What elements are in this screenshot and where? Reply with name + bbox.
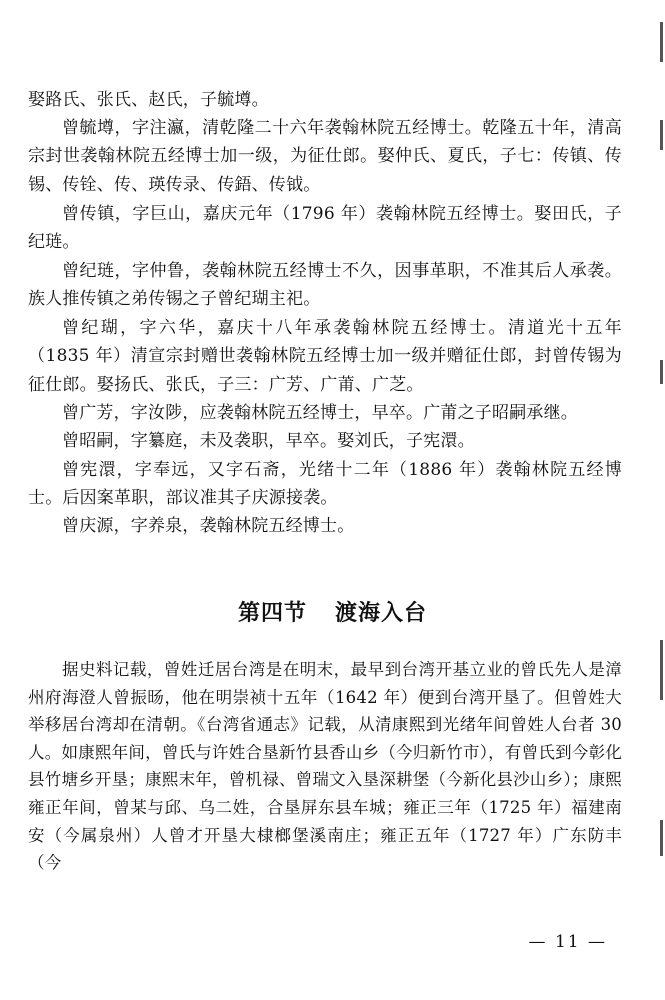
paragraph-4: 曾纪琏，字仲鲁，袭翰林院五经博士不久，因事革职，不准其后人承袭。族人推传镇之弟传锡之子曾纪瑚主祀。 (28, 261, 622, 310)
section-title: 渡海入台 (335, 601, 428, 626)
section-number: 第四节 (237, 601, 307, 626)
paragraph-3: 曾传镇，字巨山，嘉庆元年（1796 年）袭翰林院五经博士。娶田氏，子纪琏。 (28, 204, 622, 253)
paragraph-1: 娶路氏、张氏、赵氏，子毓壿。 (28, 90, 269, 110)
paragraph-2: 曾毓壿，字注瀛，清乾隆二十六年袭翰林院五经博士。乾隆五十年，清高宗封世袭翰林院五经博士加一级，为征仕郎。娶仲氏、夏氏，子七：传镇、传锡、传铨、传、瑛传录、传鋙、传钺。 (28, 118, 622, 195)
section-paragraph: 据史料记载，曾姓迁居台湾是在明末，最早到台湾开基立业的曾氏先人是漳州府海澄人曾振旸，他在明崇祯十五年（1642 年）便到台湾开垦了。但曾姓大举移居台湾却在清朝。《台湾省通志》记载，从清康熙到光绪年间曾姓人台者 30 人。如康熙年间，曾氏与许姓合垦新竹县香山乡（今归新竹市），有曾氏到今彰化县竹塘乡开垦；康熙末年，曾机禄、曾瑞文入垦深耕堡（今新化县沙山乡）；康熙雍正年间，曾某与邱、乌二姓，合垦屏东县车城；雍正三年（1725 年）福建南安（今属泉州）人曾才开垦大棣榔堡溪南庄；雍正五年（1727 年）广东防丰（今 (28, 660, 622, 873)
paragraph-6: 曾广芳，字汝陟，应袭翰林院五经博士，早卒。广莆之子昭嗣承继。 (62, 403, 578, 423)
scan-edge-mark (660, 640, 663, 700)
page-number: — 11 — (528, 932, 607, 952)
section-heading (0, 596, 665, 627)
paragraph-5: 曾纪瑚，字六华，嘉庆十八年承袭翰林院五经博士。清道光十五年（1835 年）清宣宗封赠世袭翰林院五经博士加一级并赠征仕郎，封曾传锡为征仕郎。娶扬氏、张氏，子三：广芳、广莆、广芝。 (28, 318, 622, 395)
paragraph-8: 曾宪澴，字奉远，又字石斋，光绪十二年（1886 年）袭翰林院五经博士。后因案革职，部议准其子庆源接袭。 (28, 460, 622, 509)
scan-edge-mark (660, 820, 663, 856)
scan-edge-mark (660, 360, 663, 384)
paragraph-7: 曾昭嗣，字纂庭，未及袭职，早卒。娶刘氏，子宪澴。 (62, 431, 475, 451)
paragraph-9: 曾庆源，字养泉，袭翰林院五经博士。 (62, 516, 355, 536)
scan-edge-mark (660, 22, 663, 62)
scan-edge-mark (660, 120, 663, 150)
